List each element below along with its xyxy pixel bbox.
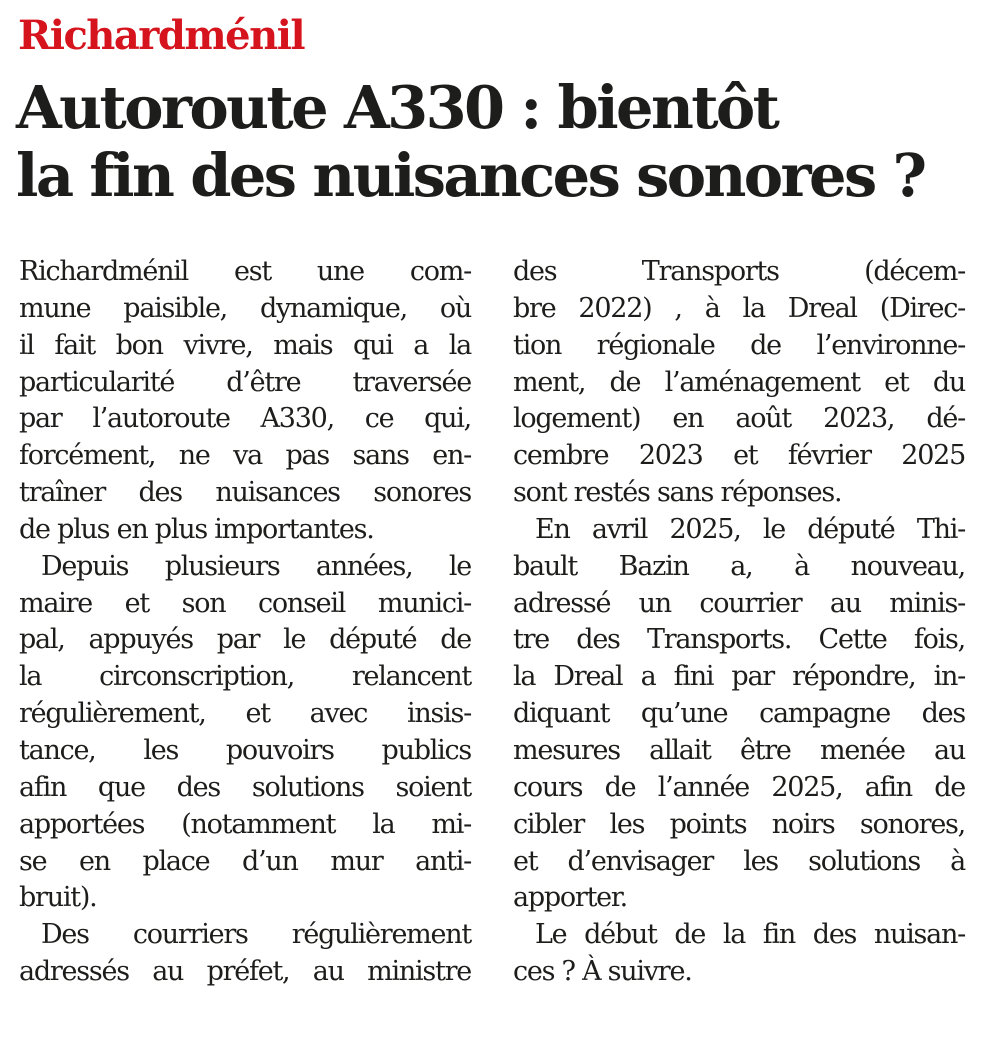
body-text-line: Depuis plusieurs années, le (41, 550, 471, 582)
body-text-line: des Transports (décem- (513, 256, 965, 287)
body-text-line: bre 2022) , à la Dreal (Direc- (513, 292, 965, 324)
body-text-line: et d’envisager les solutions à (513, 845, 965, 877)
headline-line: Autoroute A330 : bientôt (16, 73, 778, 142)
body-text-line: par l’autoroute A330, ce qui, (19, 403, 471, 435)
body-text-line: régulièrement, et avec insis- (19, 698, 471, 730)
body-text-line: En avril 2025, le député Thi- (535, 513, 965, 545)
body-text-line: sont restés sans réponses. (513, 477, 842, 509)
body-text-line: mesures allait être menée au (513, 734, 965, 766)
body-text-line: tre des Transports. Cette fois, (513, 624, 965, 656)
body-text-line: ces ? À suivre. (513, 956, 692, 988)
body-text-line: tance, les pouvoirs publics (19, 734, 471, 766)
body-text-line: la circonscription, relancent (19, 661, 471, 693)
body-text-line: afin que des solutions soient (19, 771, 471, 803)
body-text-line: Des courriers régulièrement (41, 919, 471, 951)
body-text-line: la Dreal a fini par répondre, in- (513, 661, 965, 693)
body-text-line: apporter. (513, 882, 627, 914)
body-text-line: bruit). (19, 882, 97, 914)
body-text-line: Le début de la fin des nuisan- (535, 919, 965, 951)
article-kicker: Richardménil (18, 12, 305, 59)
body-text-line: tion régionale de l’environne- (513, 329, 965, 361)
body-text-line: diquant qu’une campagne des (513, 698, 965, 730)
body-text-line: de plus en plus importantes. (19, 513, 374, 545)
body-text-line: se en place d’un mur anti- (19, 845, 471, 877)
body-text-line: maire et son conseil munici- (19, 587, 471, 619)
article-headline (16, 74, 976, 210)
body-text-line: adressés au préfet, au ministre (19, 956, 471, 988)
body-text-line: cembre 2023 et février 2025 (513, 440, 965, 472)
body-column-right (513, 254, 965, 991)
body-text-line: forcément, ne va pas sans en- (19, 440, 471, 472)
body-text-line: pal, appuyés par le député de (19, 624, 471, 656)
body-text-line: adressé un courrier au minis- (513, 587, 965, 619)
body-text-line: traîner des nuisances sonores (19, 477, 471, 509)
body-text-line: Richardménil est une com- (19, 256, 471, 287)
body-text-line: bault Bazin a, à nouveau, (513, 550, 965, 582)
body-text-line: mune paisible, dynamique, où (19, 292, 471, 324)
headline-line: la fin des nuisances sonores ? (16, 141, 925, 210)
body-text-line: ment, de l’aménagement et du (513, 366, 965, 398)
body-text-line: particularité d’être traversée (19, 366, 471, 398)
body-text-line: apportées (notamment la mi- (19, 808, 471, 840)
body-text-line: logement) en août 2023, dé- (513, 403, 965, 435)
body-text-line: cours de l’année 2025, afin de (513, 771, 965, 803)
body-text-line: il fait bon vivre, mais qui a la (19, 329, 471, 361)
body-text-line: cibler les points noirs sonores, (513, 808, 965, 840)
body-column-left (19, 254, 471, 991)
